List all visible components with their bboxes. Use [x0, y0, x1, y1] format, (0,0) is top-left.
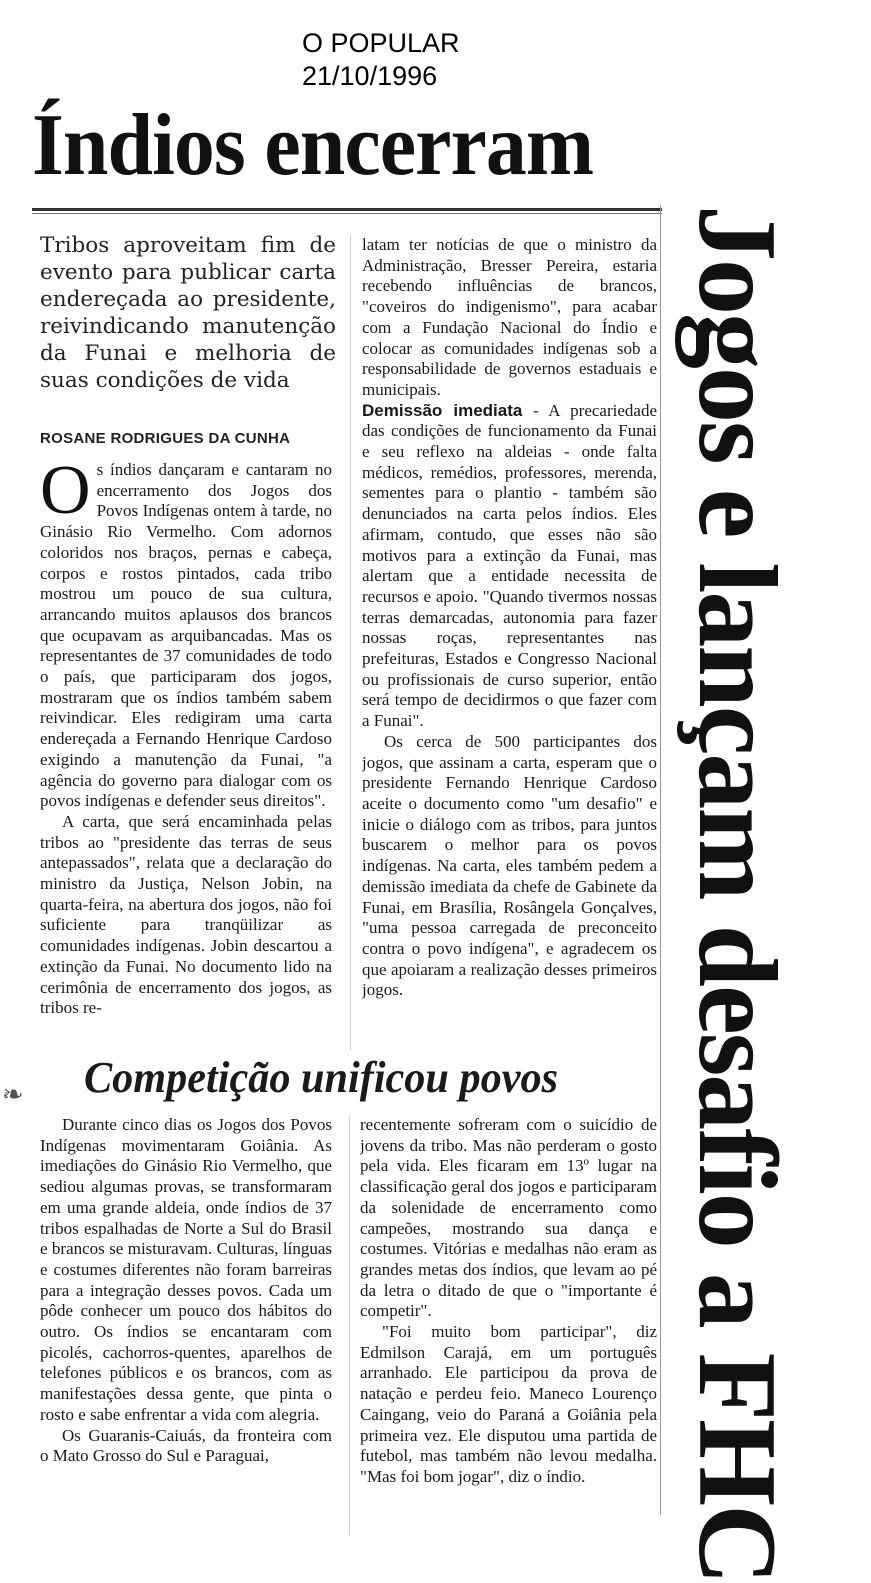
main-headline: Índios encerram: [32, 97, 594, 194]
second-headline: Competição unificou povos: [84, 1053, 559, 1102]
paragraph: "Foi muito bom participar", diz Edmilson Carajá, em um português arranhado. Ele participou da prova de natação e perdeu feio. Maneco Lourenço Caingang, veio do Paraná a Goiânia pela primeira vez. Ele disputou uma partida de futebol, mas também não levou medalha. "Mas foi bom jogar", diz o índio.: [360, 1322, 657, 1486]
paragraph: [40, 460, 332, 812]
paragraph: Durante cinco dias os Jogos dos Povos Indígenas movimentaram Goiânia. As imediações do Ginásio Rio Vermelho, que sediou algumas provas, se transformaram em uma grande aldeia, onde índios de 37 tribos espalhadas de Norte a Sul do Brasil e brancos se misturavam. Culturas, línguas e costumes diferentes não foram barreiras para a integração desses povos. Cada um pôde conhecer um pouco dos hábitos do outro. Os índios se encantaram com picolés, cachorros-quentes, aparelhos de telefones públicos e os brancos, com as manifestações dessa gente, que pinta o rosto e sabe enfrentar a vida com alegria.: [40, 1115, 332, 1424]
paragraph: recentemente sofreram com o suicídio de jovens da tribo. Mas não perderam o gosto pela vida. Eles ficaram em 13º lugar na classificação geral dos jogos e participaram da solenidade de encerramento como campeões, mostrando sua dança e costumes. Vitórias e medalhas não eram as grandes metas dos índios, que levam ao pé da letra o ditado de que o "importante é competir".: [360, 1115, 657, 1321]
side-headline: Jogos e lançam desafio a FHC: [675, 205, 799, 1583]
subhead: Demissão imediata: [362, 400, 523, 420]
paragraph: Os Guaranis-Caiuás, da fronteira com o Mato Grosso do Sul e Paraguai,: [40, 1425, 332, 1466]
article-column-2: [362, 235, 657, 1050]
side-headline-container: [662, 205, 812, 1583]
headline-rule: [32, 208, 662, 211]
headline-rule-thin: [32, 213, 662, 214]
paragraph-text: - A precariedade das condições de funcionamento da Funai e seu reflexo na aldeias - onde falta médicos, remédios, professores, merenda, sementes para o plantio - também são denunciados na carta pelos índios. Eles afirmam, contudo, que esses não são motivos para a extinção da Funai, mas alertam que a entidade necessita de recursos e apoio. "Quando tivermos nossas terras demarcadas, autonomia para fazer nossas roças, representantes nas prefeituras, Estados e Congresso Nacional ou profissionais de curso superior, então será tempo de decidirmos o que fazer com a Funai".: [362, 400, 657, 731]
source-name: O POPULAR: [302, 28, 460, 58]
paragraph: A carta, que será encaminhada pelas tribos ao "presidente das terras de seus antepassados", relata que a declaração do ministro da Justiça, Nelson Jobin, na quarta-feira, na abertura dos jogos, não foi suficiente para tranqüilizar as comunidades indígenas. Jobin descartou a extinção da Funai. No documento lido na cerimônia de encerramento dos jogos, as tribos re-: [40, 811, 332, 1018]
column-separator: [349, 1115, 350, 1535]
vertical-divider: [660, 205, 661, 1515]
column-separator: [350, 235, 351, 1050]
byline: ROSANE RODRIGUES DA CUNHA: [40, 430, 291, 447]
article-column-1: [40, 460, 332, 1050]
paragraph: latam ter notícias de que o ministro da Administração, Bresser Pereira, estaria recebendo influências de brancos, "coveiros do indigenismo", para acabar com a Fundação Nacional do Índio e colocar as comunidades indígenas sob a responsabilidade de governos estaduais e municipais.: [362, 235, 657, 399]
second-article-column-1: [40, 1115, 332, 1535]
margin-mark: ❧: [2, 1080, 24, 1110]
article-lede: Tribos aproveitam fim de evento para publicar carta endereçada ao presidente, reivindicando manutenção da Funai e melhoria de suas condições de vida: [40, 233, 336, 393]
second-article-column-2: [360, 1115, 657, 1535]
paragraph-text: s índios dançaram e cantaram no encerramento dos Jogos dos Povos Indígenas ontem à tarde, no Ginásio Rio Vermelho. Com adornos coloridos nos braços, pernas e cabeça, corpos e rostos pintados, cada tribo mostrou um pouco de sua cultura, arrancando muitos aplausos dos brancos que ocupavam as arquibancadas. Mas os representantes de 37 comunidades de todo o país, que participaram dos jogos, mostraram que os índios também sabem reivindicar. Eles redigiram uma carta endereçada a Fernando Henrique Cardoso exigindo a manutenção da Funai, "a agência do governo para dialogar com os povos indígenas e defender seus direitos".: [40, 460, 332, 811]
paragraph: Os cerca de 500 participantes dos jogos, que assinam a carta, esperam que o presidente Fernando Henrique Cardoso aceite o documento como "um desafio" e inicie o diálogo com as tribos, para juntos buscarem o melhor para os povos indígenas. Na carta, eles também pedem a demissão imediata da chefe de Gabinete da Funai, em Brasília, Rosângela Gonçalves, "uma pessoa carregada de preconceito contra o povo indígena", e agradecem os que apoiaram a realização desses primeiros jogos.: [362, 731, 657, 1000]
drop-cap: O: [40, 460, 91, 529]
paragraph-with-subhead: [362, 401, 657, 732]
clipping-date: 21/10/1996: [302, 61, 438, 91]
